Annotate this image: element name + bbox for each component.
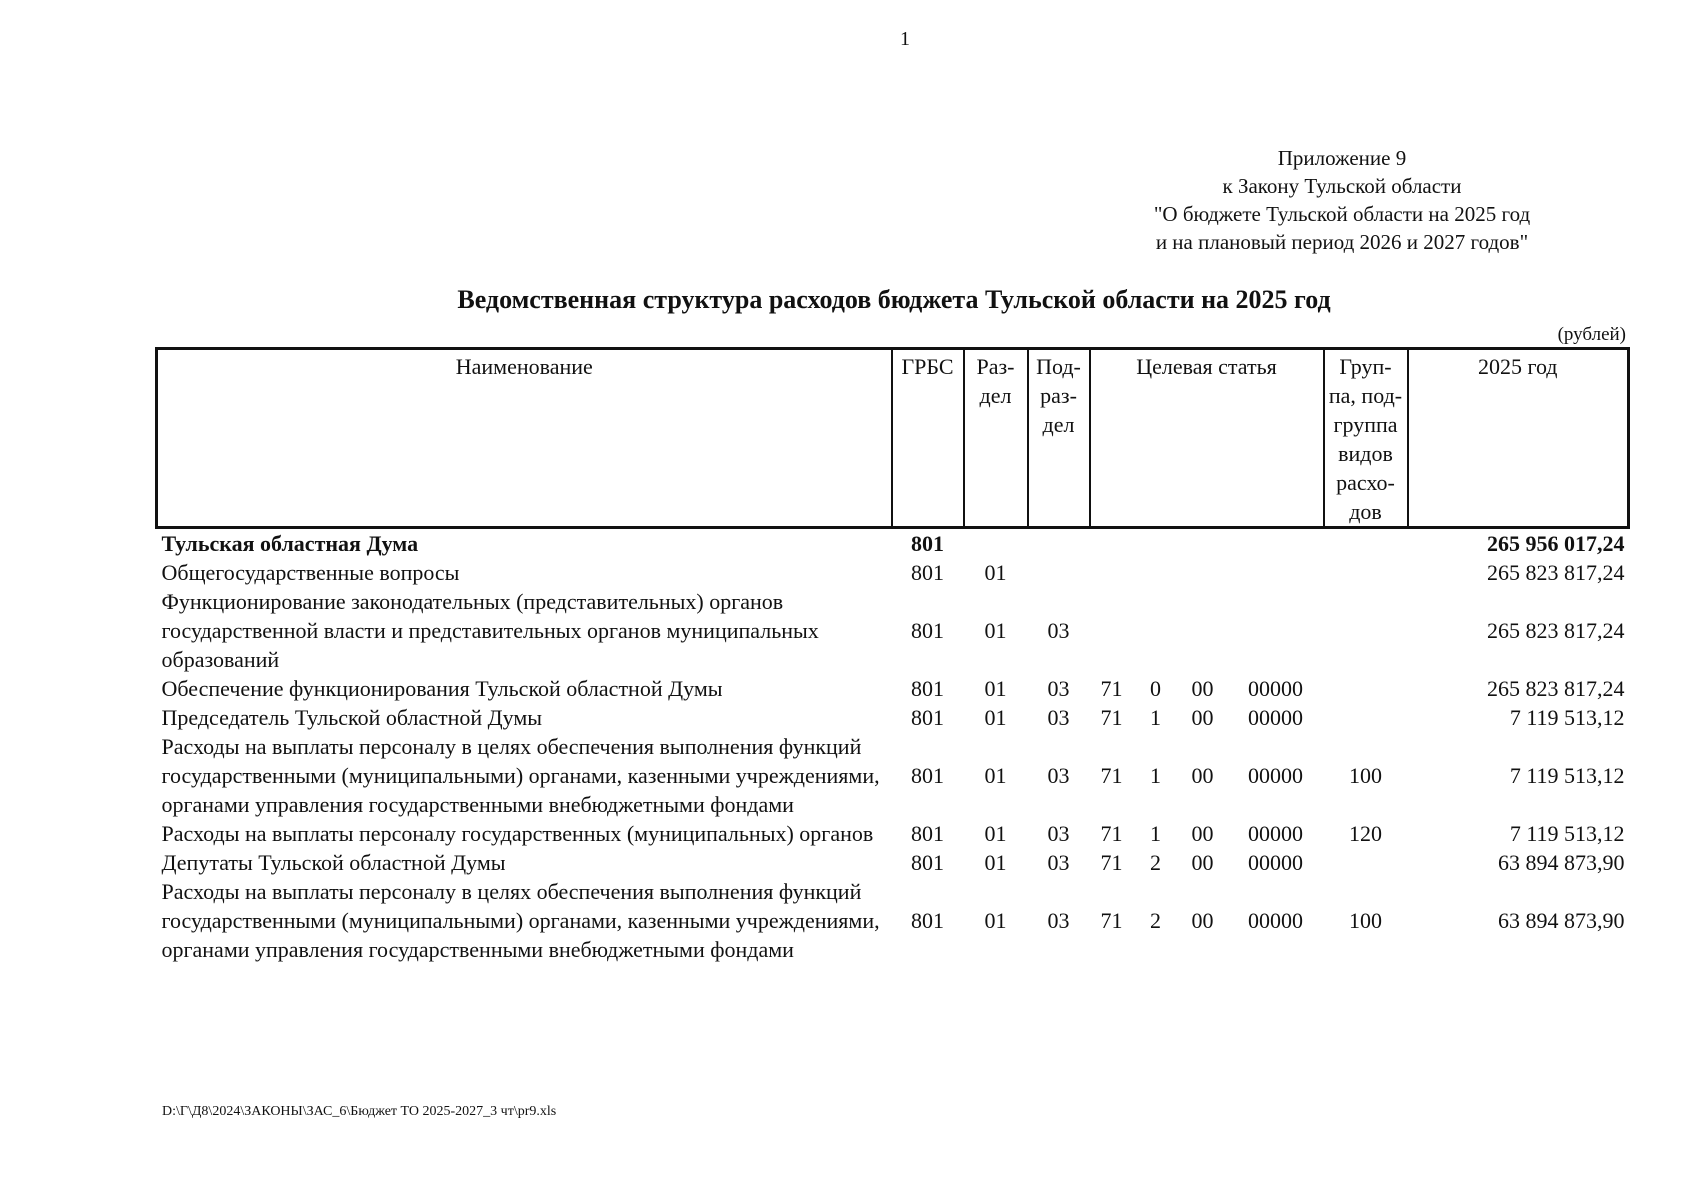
header-razdel: Раз- дел [964, 349, 1028, 528]
table-row [157, 674, 1629, 703]
row-target-subprogram [1134, 528, 1178, 559]
row-amount: 265 823 817,24 [1487, 618, 1625, 643]
row-amount: 7 119 513,12 [1509, 821, 1625, 846]
row-razdel: 01 [984, 908, 1007, 933]
row-name: Общегосударственные вопросы [161, 560, 460, 585]
row-target-direction [1178, 587, 1228, 674]
table-row [157, 528, 1629, 559]
row-expense-group [1324, 587, 1408, 674]
row-target-direction [1178, 558, 1228, 587]
row-name: Председатель Тульской областной Думы [161, 705, 543, 730]
row-target-direction: 00 [1191, 705, 1214, 730]
units-label: (рублей) [1557, 324, 1626, 345]
row-target-program [1090, 587, 1134, 674]
header-grbs: ГРБС [892, 349, 964, 528]
row-razdel: 01 [984, 618, 1007, 643]
row-podrazdel: 03 [1047, 850, 1070, 875]
table-row [157, 703, 1629, 732]
row-podrazdel: 03 [1047, 676, 1070, 701]
row-target-direction: 00 [1191, 763, 1214, 788]
document-title: Ведомственная структура расходов бюджета Тульской области на 2025 год [457, 285, 1331, 314]
table-row [157, 732, 1629, 819]
header-target-article: Целевая статья [1090, 349, 1324, 528]
row-razdel: 01 [984, 850, 1007, 875]
row-target-program [1090, 528, 1134, 559]
row-podrazdel [1028, 558, 1090, 587]
row-target-subprogram [1134, 587, 1178, 674]
row-target-program [1090, 558, 1134, 587]
row-target-direction [1178, 528, 1228, 559]
row-target-subprogram: 0 [1150, 676, 1161, 701]
row-razdel: 01 [984, 821, 1007, 846]
row-podrazdel: 03 [1047, 763, 1070, 788]
row-target-subprogram [1134, 558, 1178, 587]
header-year: 2025 год [1408, 349, 1629, 528]
row-target-subprogram: 2 [1150, 908, 1161, 933]
appendix-line-2: к Закону Тульской области [1222, 174, 1462, 198]
row-amount: 63 894 873,90 [1498, 850, 1625, 875]
row-razdel: 01 [984, 676, 1007, 701]
row-target-direction: 00 [1191, 908, 1214, 933]
row-razdel [964, 528, 1028, 559]
table-row [157, 819, 1629, 848]
row-target-subprogram: 1 [1150, 821, 1161, 846]
row-target-code [1228, 558, 1324, 587]
row-target-program: 71 [1100, 821, 1123, 846]
row-amount: 265 823 817,24 [1487, 560, 1625, 585]
row-target-program: 71 [1100, 763, 1123, 788]
row-target-code: 00000 [1248, 850, 1303, 875]
row-target-program: 71 [1100, 908, 1123, 933]
row-expense-group: 120 [1349, 821, 1382, 846]
row-expense-group [1324, 528, 1408, 559]
row-target-code [1228, 587, 1324, 674]
appendix-block [1102, 144, 1582, 256]
row-grbs: 801 [911, 560, 944, 585]
table-body [157, 528, 1629, 965]
row-target-direction: 00 [1191, 850, 1214, 875]
row-grbs: 801 [911, 705, 944, 730]
table-row [157, 877, 1629, 964]
row-target-subprogram: 1 [1150, 763, 1161, 788]
page-number: 1 [900, 28, 910, 50]
row-name: Функционирование законодательных (представительных) органов государственной власти и представительных органов муниципальных образований [161, 589, 819, 672]
row-name: Расходы на выплаты персоналу государственных (муниципальных) органов [161, 821, 874, 846]
row-razdel: 01 [984, 705, 1007, 730]
row-expense-group [1324, 558, 1408, 587]
header-name: Наименование [157, 349, 892, 528]
row-target-program: 71 [1100, 850, 1123, 875]
row-amount: 7 119 513,12 [1509, 705, 1625, 730]
row-target-code: 00000 [1248, 705, 1303, 730]
row-target-program: 71 [1100, 676, 1123, 701]
budget-table [155, 347, 1630, 964]
row-target-direction: 00 [1191, 676, 1214, 701]
table-row [157, 587, 1629, 674]
row-grbs: 801 [911, 763, 944, 788]
appendix-line-4: и на плановый период 2026 и 2027 годов" [1155, 230, 1529, 254]
row-target-subprogram: 2 [1150, 850, 1161, 875]
row-amount: 265 956 017,24 [1487, 531, 1625, 556]
row-razdel: 01 [984, 560, 1007, 585]
row-name: Тульская областная Дума [161, 531, 419, 556]
row-name: Депутаты Тульской областной Думы [161, 850, 506, 875]
row-grbs: 801 [911, 676, 944, 701]
row-expense-group [1324, 848, 1408, 877]
file-path-footer: D:\Г\Д8\2024\ЗАКОНЫ\ЗАС_6\Бюджет ТО 2025-2027_3 чт\pr9.xls [162, 1104, 557, 1119]
row-target-subprogram: 1 [1150, 705, 1161, 730]
row-target-code: 00000 [1248, 821, 1303, 846]
row-expense-group: 100 [1349, 908, 1382, 933]
row-target-direction: 00 [1191, 821, 1214, 846]
row-expense-group: 100 [1349, 763, 1382, 788]
row-name: Обеспечение функционирования Тульской областной Думы [161, 676, 723, 701]
row-podrazdel: 03 [1047, 821, 1070, 846]
row-podrazdel [1028, 528, 1090, 559]
row-podrazdel: 03 [1047, 908, 1070, 933]
row-target-code: 00000 [1248, 908, 1303, 933]
row-amount: 7 119 513,12 [1509, 763, 1625, 788]
row-grbs: 801 [911, 821, 944, 846]
row-expense-group [1324, 703, 1408, 732]
row-grbs: 801 [911, 908, 944, 933]
table-row [157, 558, 1629, 587]
header-expense-group: Груп- па, под- группа видов расхо- дов [1324, 349, 1408, 528]
row-amount: 265 823 817,24 [1487, 676, 1625, 701]
row-name: Расходы на выплаты персоналу в целях обеспечения выполнения функций государственными (муниципальными) органами, казенными учреждениями, органами управления государственными внебюджетными фондами [161, 879, 880, 962]
row-grbs: 801 [911, 618, 944, 643]
row-name: Расходы на выплаты персоналу в целях обеспечения выполнения функций государственными (муниципальными) органами, казенными учреждениями, органами управления государственными внебюджетными фондами [161, 734, 880, 817]
table-row [157, 848, 1629, 877]
row-target-program: 71 [1100, 705, 1123, 730]
row-target-code: 00000 [1248, 676, 1303, 701]
table-header-row [157, 349, 1629, 528]
row-target-code: 00000 [1248, 763, 1303, 788]
appendix-line-3: "О бюджете Тульской области на 2025 год [1153, 202, 1531, 226]
row-expense-group [1324, 674, 1408, 703]
row-podrazdel: 03 [1047, 618, 1070, 643]
row-podrazdel: 03 [1047, 705, 1070, 730]
appendix-line-1: Приложение 9 [1277, 146, 1407, 170]
row-grbs: 801 [911, 850, 944, 875]
row-razdel: 01 [984, 763, 1007, 788]
row-amount: 63 894 873,90 [1498, 908, 1625, 933]
row-target-code [1228, 528, 1324, 559]
header-podrazdel: Под- раз- дел [1028, 349, 1090, 528]
row-grbs: 801 [911, 531, 944, 556]
